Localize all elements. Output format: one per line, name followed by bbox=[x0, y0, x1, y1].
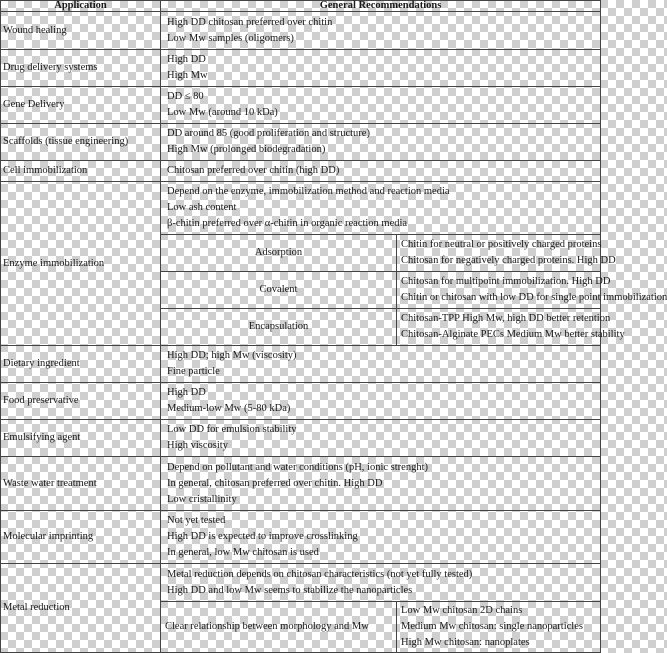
rec-line: High DD chitosan preferred over chitin bbox=[167, 16, 333, 28]
rec-line: Chitosan-Alginate PECs Medium Mw better stability bbox=[401, 329, 625, 340]
table-row bbox=[1, 420, 601, 457]
rec-line: Low Mw chitosan 2D chains bbox=[401, 605, 523, 616]
table-row bbox=[1, 12, 601, 50]
rec-cell bbox=[161, 420, 601, 457]
rec-line: Medium-low Mw (5-80 kDa) bbox=[167, 403, 291, 414]
table-row bbox=[1, 161, 601, 182]
rec-line: High DD; high Mw (viscosity) bbox=[167, 350, 297, 361]
rec-cell bbox=[161, 182, 601, 235]
rec-cell bbox=[161, 511, 601, 564]
table-row bbox=[1, 511, 601, 564]
rec-line: Chitosan for negatively charged proteins. High DD bbox=[401, 255, 616, 266]
rec-cell bbox=[161, 383, 601, 420]
app-cell: Enzyme immobilization bbox=[1, 182, 161, 346]
method-rec-cell bbox=[397, 235, 616, 272]
rec-line: High DD and low Mw seems to stabilize the nanoparticles bbox=[167, 584, 413, 596]
header-recommendations: General Recommendations bbox=[161, 1, 601, 12]
rec-line: Not yet tested bbox=[167, 515, 226, 526]
morphology-rec-cell bbox=[397, 602, 601, 653]
rec-line: Chitin or chitosan with low DD for single point immobilization bbox=[401, 292, 667, 303]
rec-line: Low DD for emulsion stability bbox=[167, 424, 297, 435]
rec-line: Low Mw samples (oligomers) bbox=[167, 32, 294, 44]
app-cell: Food preservative bbox=[1, 383, 161, 420]
rec-line: High DD bbox=[167, 54, 206, 65]
table-row bbox=[1, 87, 601, 124]
rec-line: Metal reduction depends on chitosan characteristics (not yet fully tested) bbox=[167, 568, 473, 580]
rec-line: Low ash content bbox=[167, 202, 237, 213]
app-cell: Molecular imprinting bbox=[1, 511, 161, 564]
rec-line: High DD is expected to improve crosslinking bbox=[167, 531, 358, 542]
rec-line: In general, chitosan preferred over chitin. High DD bbox=[167, 477, 383, 489]
method-cell: Covalent bbox=[161, 272, 397, 309]
app-cell: Dietary ingredient bbox=[1, 346, 161, 383]
table-row bbox=[1, 564, 601, 602]
rec-line: DD ≤ 80 bbox=[167, 91, 204, 102]
table-row bbox=[1, 182, 601, 235]
rec-line: In general, low Mw chitosan is used bbox=[167, 547, 319, 558]
rec-line: High Mw chitosan: nanoplates bbox=[401, 637, 530, 648]
rec-line: High DD bbox=[167, 387, 206, 398]
header-application: Application bbox=[1, 1, 161, 12]
rec-line: Chitin for neutral or positively charged proteins bbox=[401, 239, 602, 250]
app-cell: Emulsifying agent bbox=[1, 420, 161, 457]
table-row bbox=[1, 383, 601, 420]
rec-cell bbox=[161, 346, 601, 383]
rec-cell bbox=[161, 124, 601, 161]
rec-line: β-chitin preferred over α-chitin in organic reaction media bbox=[167, 218, 408, 229]
app-cell: Metal reduction bbox=[1, 564, 161, 653]
method-cell: Adsorption bbox=[161, 235, 397, 272]
rec-cell bbox=[161, 50, 601, 87]
table-row bbox=[1, 124, 601, 161]
rec-cell bbox=[161, 87, 601, 124]
rec-line: Chitosan-TPP High Mw, high DD better retention bbox=[401, 313, 611, 324]
rec-line: Chitosan for multipoint immobilization. High DD bbox=[401, 276, 611, 287]
rec-cell bbox=[161, 161, 601, 182]
app-cell: Gene Delivery bbox=[1, 87, 161, 124]
rec-line: Medium Mw chitosan: single nanoparticles bbox=[401, 621, 583, 632]
rec-line: High viscosity bbox=[167, 440, 228, 451]
app-cell: Waste water treatment bbox=[1, 457, 161, 511]
rec-line: Depend on the enzyme, immobilization method and reaction media bbox=[167, 186, 450, 197]
rec-line: Fine particle bbox=[167, 366, 220, 377]
app-cell: Cell immobilization bbox=[1, 161, 161, 182]
method-cell: Encapsulation bbox=[161, 309, 397, 346]
rec-cell bbox=[161, 457, 601, 511]
rec-line: Chitosan preferred over chitin (high DD) bbox=[167, 165, 340, 176]
table-row bbox=[1, 457, 601, 511]
table-row bbox=[1, 346, 601, 383]
rec-cell bbox=[161, 564, 601, 602]
method-rec-cell bbox=[397, 309, 625, 346]
rec-line: Low Mw (around 10 kDa) bbox=[167, 107, 278, 118]
morphology-label-cell: Clear relationship between morphology and Mw bbox=[161, 602, 397, 653]
rec-line: DD around 85 (good proliferation and structure) bbox=[167, 128, 370, 139]
rec-line: High Mw (prolonged biodegradation) bbox=[167, 144, 326, 155]
rec-line: High Mw bbox=[167, 70, 208, 81]
app-cell: Wound healing bbox=[1, 12, 161, 50]
method-rec-cell bbox=[397, 272, 667, 309]
app-cell: Scaffolds (tissue engineering) bbox=[1, 124, 161, 161]
rec-cell bbox=[161, 12, 601, 50]
table-row bbox=[1, 50, 601, 87]
rec-line: Depend on pollutant and water conditions (pH, ionic strenght) bbox=[167, 461, 428, 473]
rec-line: Low cristallinity bbox=[167, 493, 237, 505]
app-cell: Drug delivery systems bbox=[1, 50, 161, 87]
header-row bbox=[1, 1, 601, 12]
